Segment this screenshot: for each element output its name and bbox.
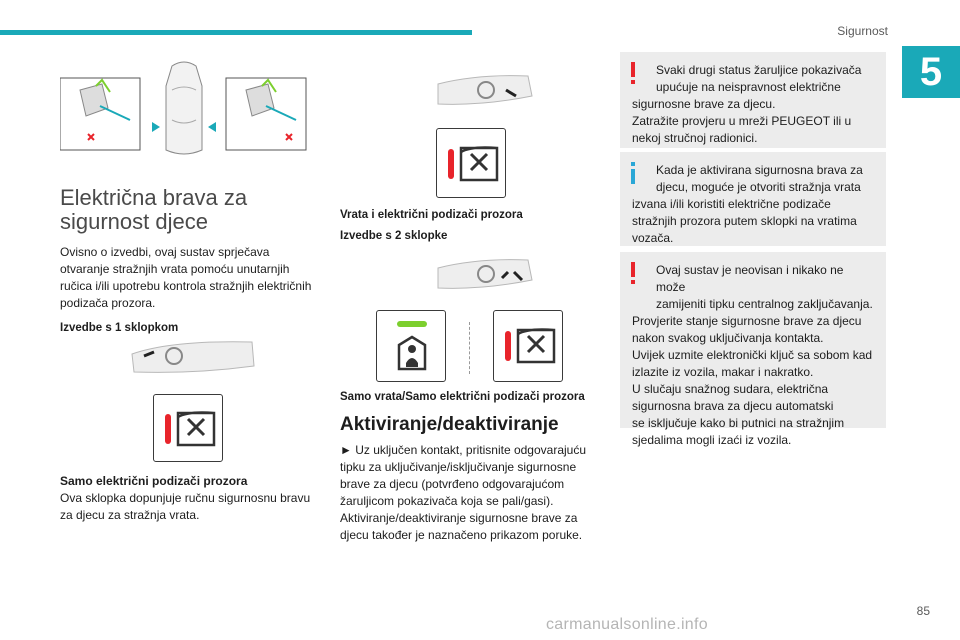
version2-heading: Izvedbe s 2 sklopke bbox=[340, 230, 448, 242]
info-line: vozača. bbox=[632, 231, 674, 245]
chapter-tab: 5 bbox=[902, 46, 960, 98]
info-icon bbox=[626, 162, 640, 186]
window-lock-icon bbox=[437, 129, 507, 199]
activation-line: ► Uz uključen kontakt, pritisnite odgovarajuću bbox=[340, 443, 586, 457]
warning-line: upućuje na neispravnost električne bbox=[656, 80, 841, 94]
window-lock-switch bbox=[436, 128, 506, 198]
warning-note bbox=[620, 52, 886, 148]
warning-line: U slučaju snažnog sudara, električna bbox=[632, 382, 829, 396]
activation-line: žaruljicom pokazivača koja se pali/gasi). bbox=[340, 494, 554, 508]
warning-line: Zatražite provjeru u mreži PEUGEOT ili u bbox=[632, 114, 852, 128]
middle-caption-2: Samo vrata/Samo električni podizači prozora bbox=[340, 391, 585, 403]
section-label: Sigurnost bbox=[837, 24, 888, 38]
left-caption-heading: Samo električni podizači prozora bbox=[60, 474, 248, 488]
left-caption-line: za djecu za stražnja vrata. bbox=[60, 508, 200, 522]
window-lock-icon bbox=[494, 311, 564, 383]
version1-heading: Izvedbe s 1 sklopkom bbox=[60, 322, 179, 334]
warning-line: sigurnosna brava za djecu automatski bbox=[632, 399, 834, 413]
car-top-view-icon bbox=[60, 60, 318, 160]
activation-line: tipku za uključivanje/isključivanje sigurnosne bbox=[340, 460, 577, 474]
child-lock-switch bbox=[376, 310, 446, 382]
warning-note bbox=[620, 252, 886, 447]
child-lock-icon bbox=[377, 311, 447, 383]
intro-line: podizača prozora. bbox=[60, 296, 156, 310]
info-line: Kada je aktivirana sigurnosna brava za bbox=[656, 163, 863, 177]
left-title-line2: sigurnost djece bbox=[60, 209, 208, 234]
intro-line: ručica i/ili upotrebu kontrola stražnjih električnih bbox=[60, 279, 312, 293]
warning-line: sigurnosne brave za djecu. bbox=[632, 97, 776, 111]
info-line: izvana i/ili koristiti električne podizače bbox=[632, 197, 831, 211]
warning-line: nekoj stručnoj radionici. bbox=[632, 131, 758, 145]
door-panel-icon bbox=[436, 70, 536, 116]
warning-line: Ovaj sustav je neovisan i nikako ne može bbox=[656, 263, 844, 294]
middle-caption-1: Vrata i električni podizači prozora bbox=[340, 209, 523, 221]
watermark: carmanualsonline.info bbox=[546, 616, 708, 633]
warning-line: sjedalima mogli izaći iz vozila. bbox=[632, 433, 792, 447]
warning-icon bbox=[626, 262, 640, 286]
info-note bbox=[620, 152, 886, 246]
warning-line: Provjerite stanje sigurnosne brave za djecu bbox=[632, 314, 862, 328]
warning-icon bbox=[626, 62, 640, 86]
activation-line: brave za djecu (potvrđeno odgovarajućom bbox=[340, 477, 565, 491]
door-panel-icon bbox=[128, 336, 256, 378]
warning-line: Uvijek uzmite elektronički ključ sa sobom kad bbox=[632, 348, 873, 362]
info-line: stražnjih prozora putem sklopki na vratima bbox=[632, 214, 857, 228]
window-lock-switch bbox=[153, 394, 223, 462]
activation-title: Aktiviranje/deaktiviranje bbox=[340, 414, 559, 435]
info-line: djecu, moguće je otvoriti stražnja vrata bbox=[656, 180, 861, 194]
activation-line: djecu također je naznačeno prikazom poruke. bbox=[340, 528, 583, 542]
intro-line: otvaranje stražnjih vrata pomoću unutarnjih bbox=[60, 262, 290, 276]
left-caption-line: Ova sklopka dopunjuje ručnu sigurnosnu bravu bbox=[60, 491, 311, 505]
page-number: 85 bbox=[916, 604, 930, 618]
warning-line: Svaki drugi status žaruljice pokazivača bbox=[656, 63, 862, 77]
door-panel-icon bbox=[436, 256, 536, 296]
switch-divider bbox=[469, 322, 470, 374]
activation-line: Aktiviranje/deaktiviranje sigurnosne brave za bbox=[340, 511, 578, 525]
intro-line: Ovisno o izvedbi, ovaj sustav sprječava bbox=[60, 245, 270, 259]
warning-line: zamijeniti tipku centralnog zaključavanja. bbox=[656, 297, 873, 311]
warning-line: se isključuje kako bi putnici na stražnjim bbox=[632, 416, 845, 430]
window-lock-icon bbox=[154, 395, 224, 463]
header-accent-bar bbox=[0, 30, 472, 35]
window-lock-switch bbox=[493, 310, 563, 382]
warning-line: nakon svakog uključivanja kontakta. bbox=[632, 331, 824, 345]
left-title-line1: Električna brava za bbox=[60, 185, 248, 210]
warning-line: izlazite iz vozila, makar i nakratko. bbox=[632, 365, 814, 379]
